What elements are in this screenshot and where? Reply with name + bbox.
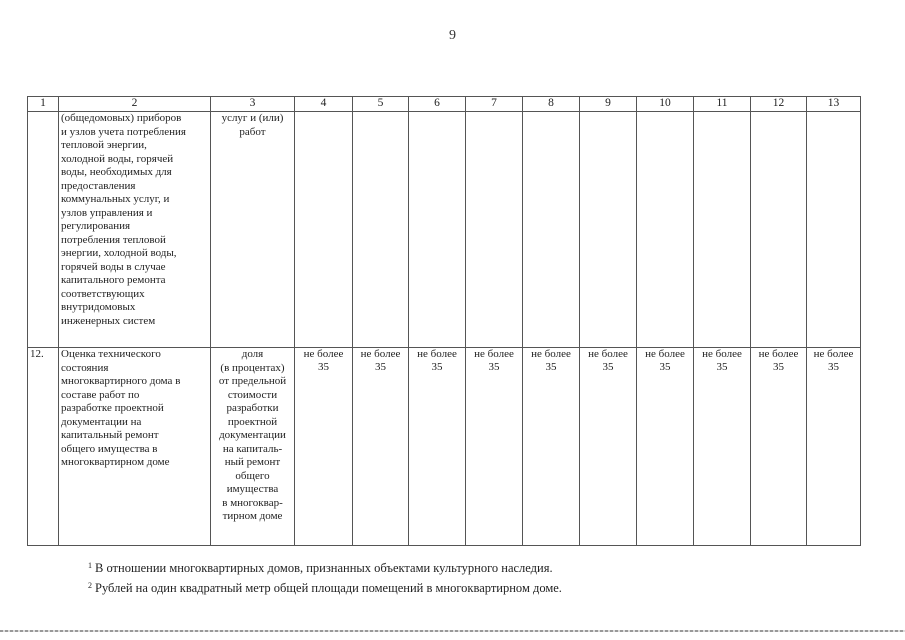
- unit-cell: [211, 112, 295, 348]
- text-line: состояния: [61, 361, 109, 374]
- work-description-cell: [59, 348, 211, 546]
- footnote-mark: 2: [88, 581, 92, 590]
- text-line: ный ремонт: [224, 456, 281, 468]
- text-line: регулирования: [61, 220, 131, 232]
- col-number-header: 8: [523, 97, 580, 112]
- value-number: 35: [659, 360, 671, 373]
- text-line: многоквартирном доме: [61, 456, 170, 468]
- text-line: общего: [235, 469, 270, 482]
- value-prefix: не более: [360, 348, 401, 360]
- work-description-cell: [59, 112, 211, 348]
- value-number: 35: [488, 360, 500, 373]
- col-number-header: 12: [751, 97, 807, 112]
- value-cell: [751, 112, 807, 348]
- value-cell: [807, 112, 861, 348]
- value-cell: [523, 348, 580, 546]
- value-prefix: не более: [702, 348, 742, 360]
- value-cell: [807, 348, 861, 546]
- text-line: капитального ремонта: [61, 274, 166, 286]
- col-number-header: 10: [637, 97, 694, 112]
- value-cell: [409, 112, 466, 348]
- text-line: (в процентах): [220, 361, 285, 374]
- value-cell: [466, 112, 523, 348]
- text-line: от предельной: [218, 375, 287, 387]
- value-prefix: не более: [531, 348, 571, 360]
- value-cell: [409, 348, 466, 546]
- value-cell: [523, 112, 580, 348]
- col-number-header: 3: [211, 97, 295, 112]
- value-prefix: не более: [588, 348, 628, 360]
- value-cell: [580, 348, 637, 546]
- text-line: разработке проектной: [61, 402, 164, 414]
- col-number-header: 4: [295, 97, 353, 112]
- value-cell: [295, 112, 353, 348]
- text-line: услуг и (или): [221, 112, 284, 124]
- text-line: работ: [239, 125, 266, 138]
- value-cell: [751, 348, 807, 546]
- unit-cell: [211, 348, 295, 546]
- value-number: 35: [602, 360, 614, 373]
- col-number-header: 5: [353, 97, 409, 112]
- text-line: общего имущества в: [61, 442, 158, 455]
- text-line: холодной воды, горячей: [61, 152, 174, 165]
- text-line: стоимости: [227, 388, 278, 401]
- text-line: потребления тепловой: [61, 233, 166, 246]
- text-line: тирном доме: [222, 510, 283, 522]
- value-cell: [466, 348, 523, 546]
- text-line: в многоквар-: [222, 496, 283, 509]
- value-prefix: не более: [303, 348, 344, 360]
- value-cell: [637, 348, 694, 546]
- text-line: воды, необходимых для: [61, 166, 172, 178]
- standards-table: [27, 96, 861, 546]
- footnote-text: Рублей на один квадратный метр общей площади помещений в многоквартирном доме.: [95, 581, 562, 595]
- col-number-header: 13: [807, 97, 861, 112]
- text-line: документации на: [61, 415, 142, 428]
- row-number-cell: 12.: [28, 348, 59, 546]
- value-prefix: не более: [474, 348, 514, 360]
- footnote-mark: 1: [88, 561, 92, 570]
- text-line: предоставления: [61, 179, 136, 192]
- text-line: соответствующих: [61, 287, 145, 300]
- text-line: проектной: [227, 415, 278, 428]
- col-number-header: 9: [580, 97, 637, 112]
- value-number: 35: [375, 360, 386, 373]
- text-line: на капиталь-: [222, 442, 283, 455]
- table-row-12: [28, 348, 861, 546]
- text-line: узлов управления и: [61, 206, 153, 219]
- col-number-header: 6: [409, 97, 466, 112]
- value-prefix: не более: [813, 348, 854, 360]
- value-number: 35: [773, 360, 784, 373]
- value-cell: [637, 112, 694, 348]
- text-line: внутридомовых: [61, 301, 136, 313]
- text-line: имущества: [226, 483, 279, 495]
- value-cell: [353, 112, 409, 348]
- text-line: Оценка технического: [61, 348, 161, 360]
- col-number-header: 2: [59, 97, 211, 112]
- text-line: инженерных систем: [61, 314, 156, 327]
- col-number-header: 1: [28, 97, 59, 112]
- text-line: горячей воды в случае: [61, 260, 166, 273]
- footnotes: [88, 557, 562, 597]
- table-header-row: [28, 97, 861, 112]
- text-line: многоквартирного дома в: [61, 375, 181, 387]
- footnote: [88, 577, 562, 597]
- table-row-continued: [28, 112, 861, 348]
- value-prefix: не более: [645, 348, 685, 360]
- text-line: разработки: [226, 402, 279, 414]
- text-line: составе работ по: [61, 388, 140, 401]
- value-cell: [694, 348, 751, 546]
- footnote: [88, 557, 562, 577]
- value-cell: [353, 348, 409, 546]
- value-number: 35: [431, 360, 443, 373]
- text-line: коммунальных услуг, и: [61, 193, 170, 205]
- text-line: и узлов учета потребления: [61, 125, 186, 138]
- col-number-header: 11: [694, 97, 751, 112]
- text-line: документации: [219, 429, 286, 441]
- value-cell: [580, 112, 637, 348]
- text-line: доля: [241, 348, 264, 360]
- row-number-cell: [28, 112, 59, 348]
- value-number: 35: [828, 360, 839, 373]
- text-line: тепловой энергии,: [61, 139, 147, 151]
- value-number: 35: [716, 360, 728, 373]
- col-number-header: 7: [466, 97, 523, 112]
- value-number: 35: [545, 360, 557, 373]
- text-line: (общедомовых) приборов: [61, 112, 182, 124]
- value-cell: [694, 112, 751, 348]
- value-number: 35: [318, 360, 329, 373]
- text-line: капитальный ремонт: [61, 429, 159, 441]
- text-line: энергии, холодной воды,: [61, 247, 177, 259]
- value-prefix: не более: [417, 348, 457, 360]
- page-number: 9: [449, 28, 456, 43]
- value-cell: [295, 348, 353, 546]
- value-prefix: не более: [758, 348, 799, 360]
- scan-edge-divider: [0, 630, 905, 632]
- footnote-text: В отношении многоквартирных домов, признанных объектами культурного наследия.: [95, 561, 553, 575]
